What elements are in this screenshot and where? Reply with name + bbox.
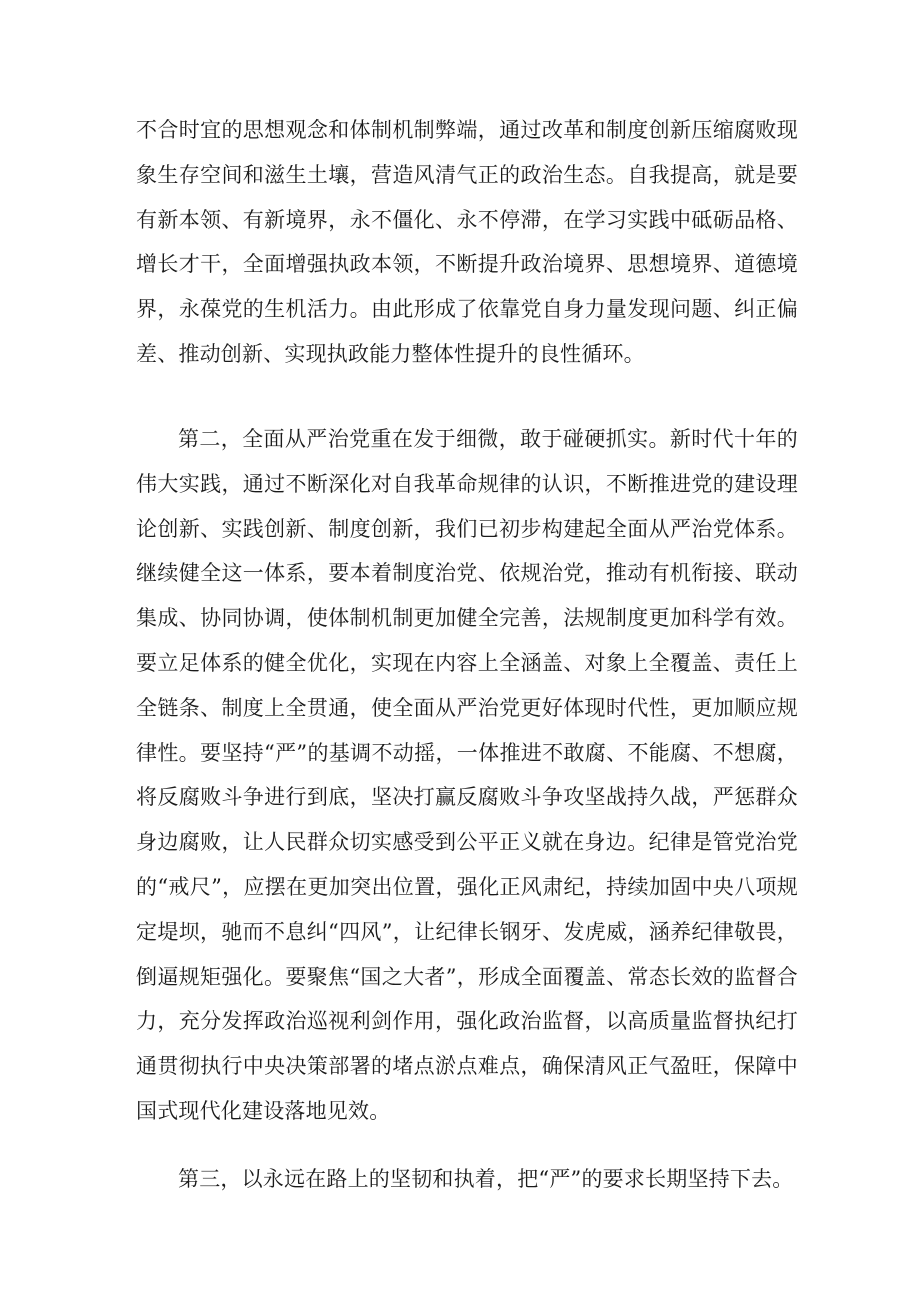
paragraph-continuation: 不合时宜的思想观念和体制机制弊端，通过改革和制度创新压缩腐败现象生存空间和滋生土壤，营造风清气正的政治生态。自我提高，就是要有新本领、有新境界，永不僵化、永不停滞，在学习实践中砥砺品格、增长才干，全面增强执政本领，不断提升政治境界、思想境界、道德境界，永葆党的生机活力。由此形成了依靠党自身力量发现问题、纠正偏差、推动创新、实现执政能力整体性提升的良性循环。 xyxy=(136,118,798,366)
paragraph-second-point: 第二，全面从严治党重在发于细微，敢于碰硬抓实。新时代十年的伟大实践，通过不断深化对自我革命规律的认识，不断推进党的建设理论创新、实践创新、制度创新，我们已初步构建起全面从严治党体系。继续健全这一体系，要本着制度治党、依规治党，推动有机衔接、联动集成、协同协调，使体制机制更加健全完善，法规制度更加科学有效。要立足体系的健全优化，实现在内容上全涵盖、对象上全覆盖、责任上全链条、制度上全贯通，使全面从严治党更好体现时代性，更加顺应规律性。要坚持“严”的基调不动摇，一体推进不敢腐、不能腐、不想腐，将反腐败斗争进行到底，坚决打赢反腐败斗争攻坚战持久战，严惩群众身边腐败，让人民群众切实感受到公平正义就在身边。纪律是管党治党的“戒尺”，应摆在更加突出位置，强化正风肃纪，持续加固中央八项规定堤坝，驰而不息纠“四风”，让纪律长钢牙、发虎威，涵养纪律敬畏，倒逼规矩强化。要聚焦“国之大者”，形成全面覆盖、常态长效的监督合力，充分发挥政治巡视利剑作用，强化政治监督，以高质量监督执纪打通贯彻执行中央决策部署的堵点淤点难点，确保清风正气盈旺，保障中国式现代化建设落地见效。 xyxy=(136,427,798,1123)
paragraph-third-point: 第三，以永远在路上的坚韧和执着，把“严”的要求长期坚持下去。 xyxy=(178,1167,794,1191)
